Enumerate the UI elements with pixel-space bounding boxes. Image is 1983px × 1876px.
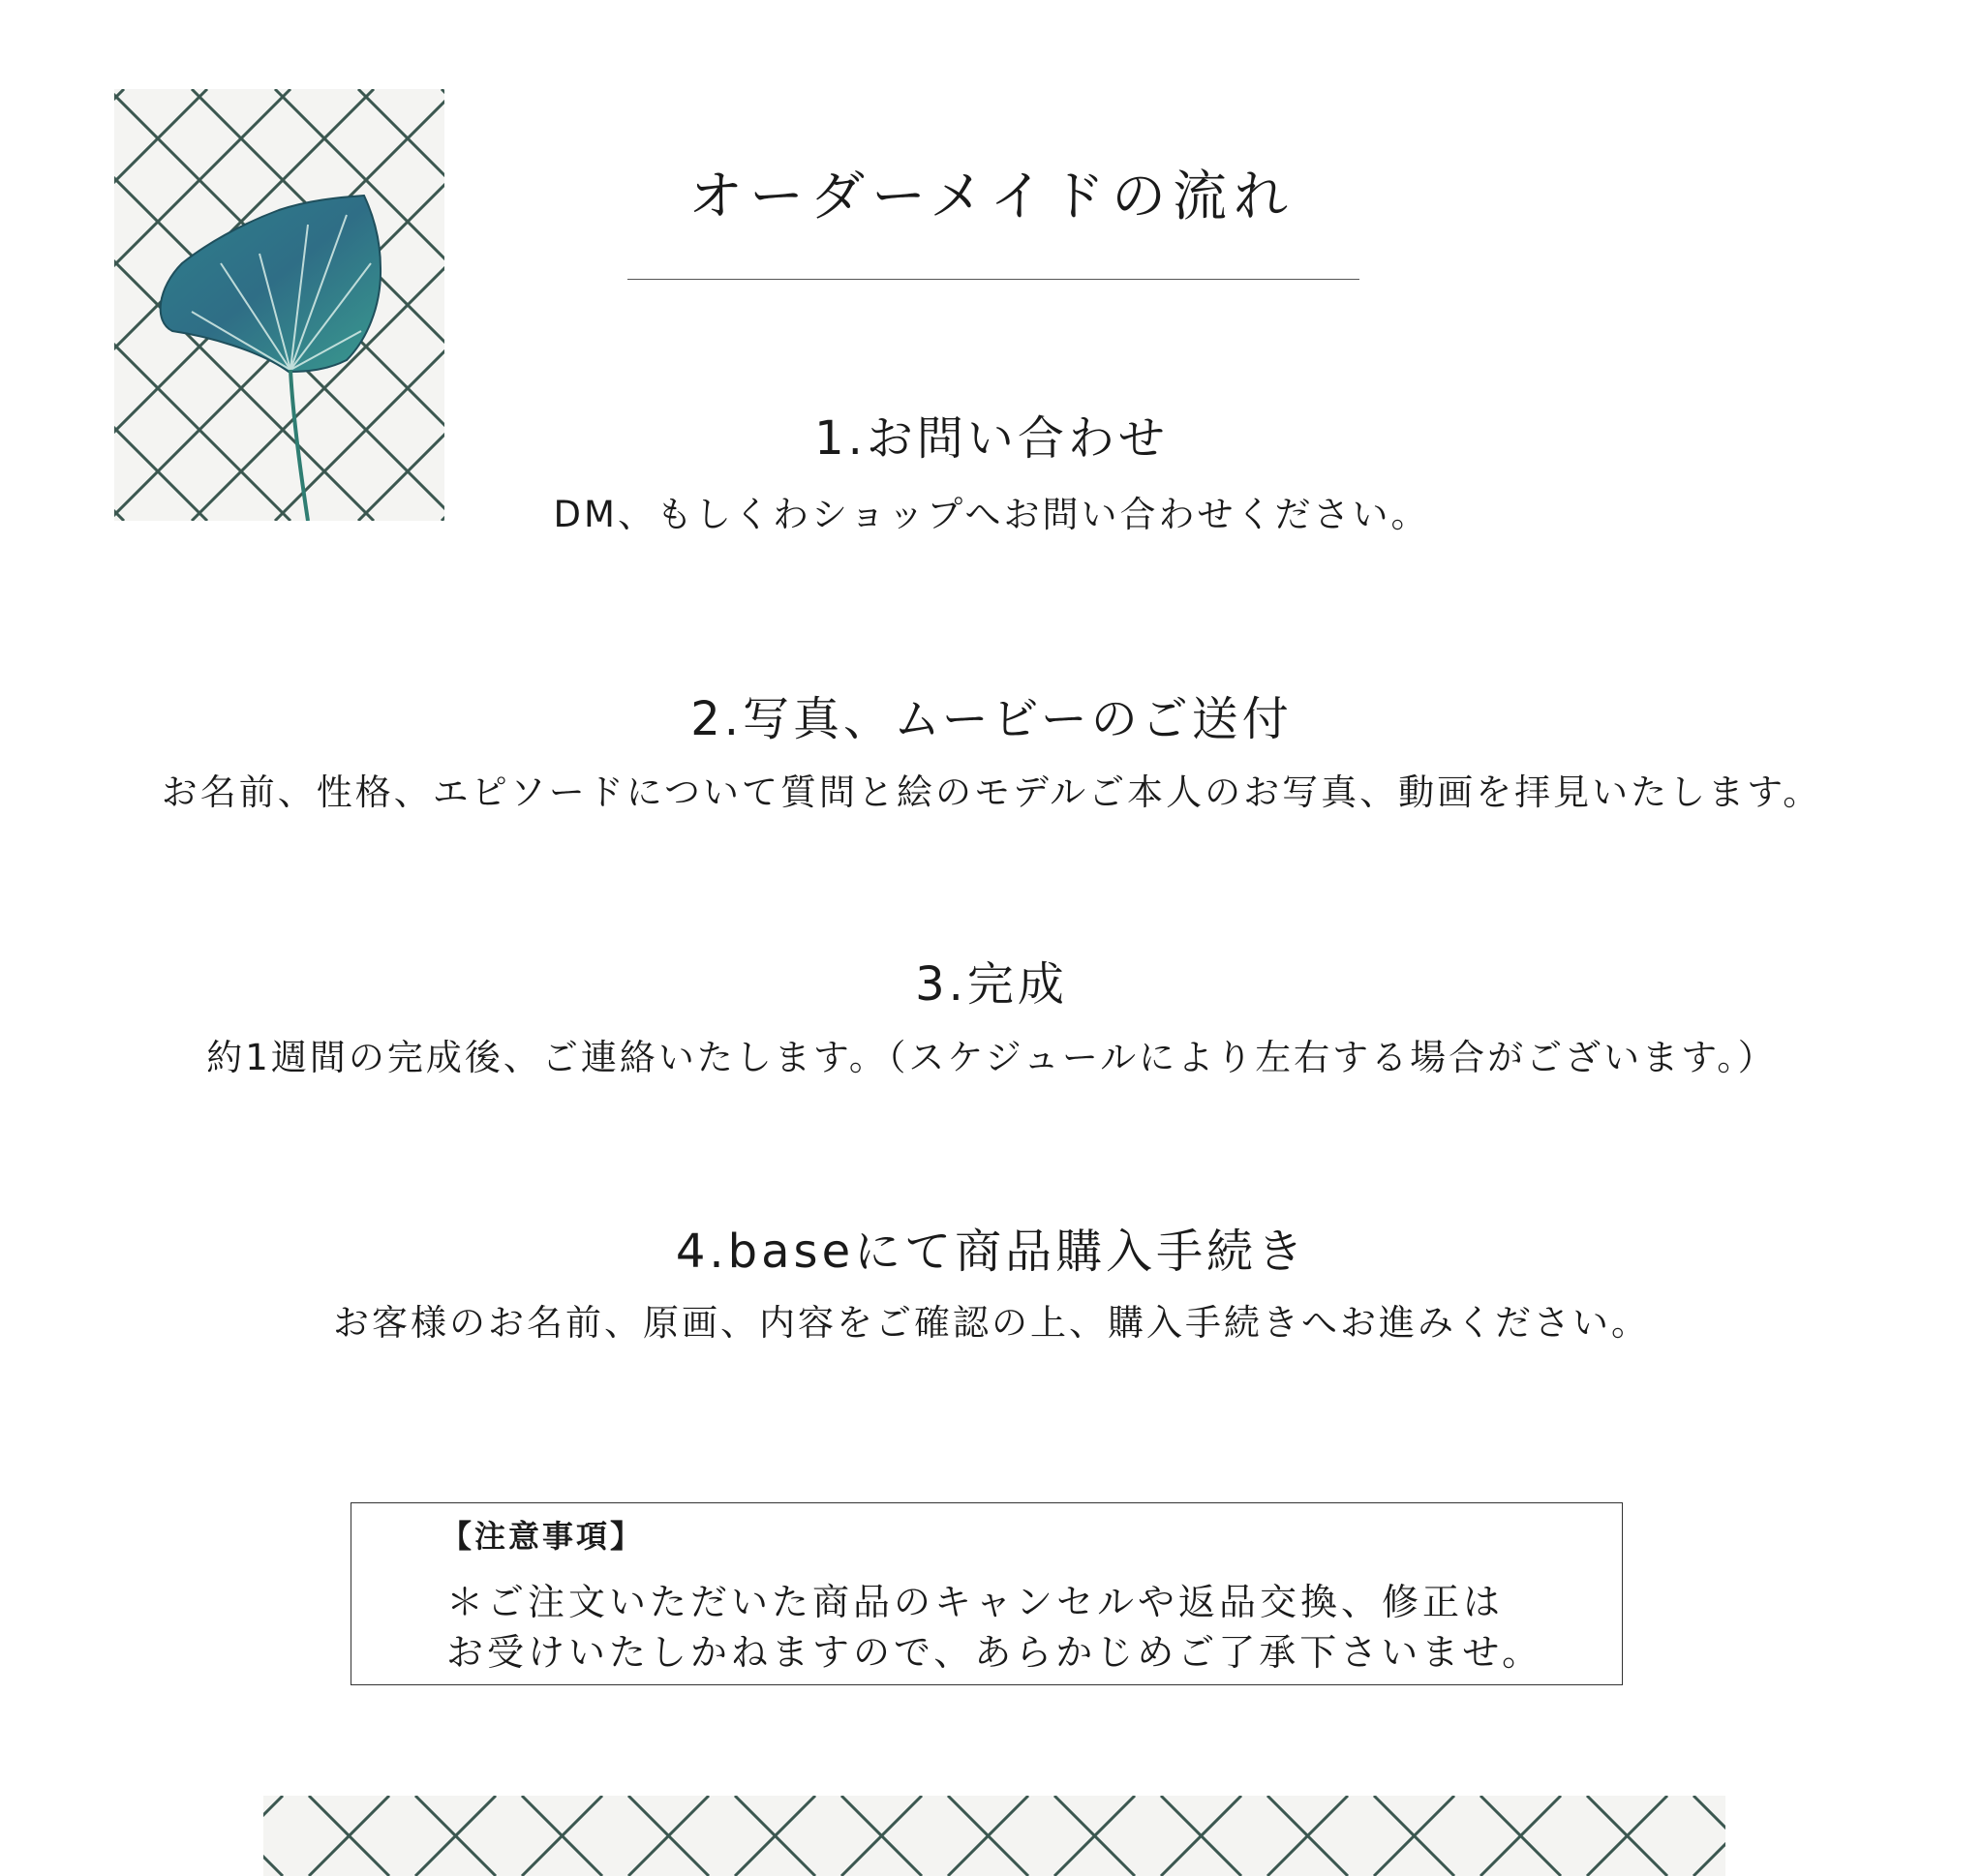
step-3-heading: 3.完成 — [915, 957, 1068, 1012]
notice-line-1: ＊ご注文いただいた商品のキャンセルや返品交換、修正は — [446, 1581, 1505, 1623]
step-1-description: DM、もしくわショップへお問い合わせください。 — [553, 494, 1430, 535]
step-2-description: お名前、性格、エピソードについて質問と絵のモデルご本人のお写真、動画を拝見いたします。 — [161, 772, 1822, 813]
step-2-heading: 2.写真、ムービーのご送付 — [690, 692, 1293, 746]
page-title: オーダーメイドの流れ — [687, 166, 1296, 228]
step-1-heading: 1.お問い合わせ — [814, 411, 1169, 466]
step-4-description: お客様のお名前、原画、内容をご確認の上、購入手続きへお進みください。 — [333, 1302, 1650, 1344]
step-3-description: 約1週間の完成後、ご連絡いたします。（スケジュールにより左右する場合がございます。） — [206, 1037, 1777, 1078]
net-pattern-banner — [263, 1796, 1725, 1876]
notice-box — [351, 1502, 1623, 1685]
notice-line-2: お受けいたしかねますので、あらかじめご了承下さいませ。 — [446, 1631, 1543, 1674]
step-4-heading: 4.baseにて商品購入手続き — [675, 1225, 1308, 1279]
notice-title: 【注意事項】 — [441, 1518, 645, 1555]
title-divider — [627, 279, 1359, 280]
